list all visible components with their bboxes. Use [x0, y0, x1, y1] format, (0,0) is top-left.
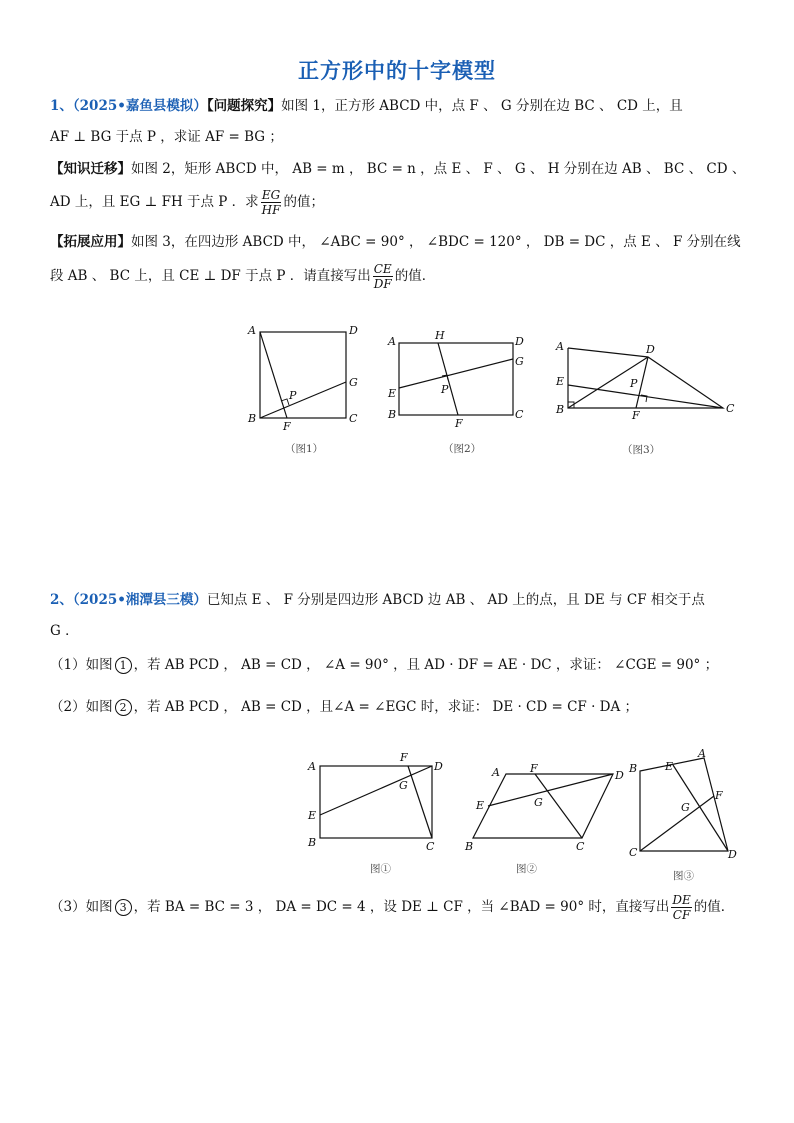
q1-fraction-ce-df: $\frac{CE}{DF}$ — [373, 262, 392, 291]
label-e: E — [388, 387, 397, 400]
q1-text1b: AF ⊥ BG 于点 P ，求证 AF = BG ； — [50, 129, 283, 145]
label-a: A — [698, 747, 706, 760]
label-d: D — [434, 760, 443, 773]
label-d: D — [646, 343, 655, 356]
q1-line2 — [50, 127, 283, 147]
segment-fc — [640, 796, 714, 851]
label-f: F — [400, 751, 408, 764]
label-a: A — [388, 335, 396, 348]
q2-fraction-de-cf: $\frac{DE}{CF}$ — [672, 893, 691, 922]
q1-line3 — [50, 159, 745, 179]
q1-fraction-eg-hf: $\frac{EG}{HF}$ — [261, 188, 281, 217]
label-d: D — [728, 848, 737, 861]
q1-text1a: 如图 1，正方形 ABCD 中，点 F 、 G 分别在边 BC 、 CD 上，且 — [281, 98, 683, 114]
rectangle-abcd — [399, 343, 513, 415]
q2-figure2 — [460, 760, 625, 880]
label-f: F — [283, 420, 291, 433]
label-e: E — [556, 375, 565, 388]
circled-number-3: 3 — [115, 899, 132, 916]
q2-text-b: G ． — [50, 623, 79, 639]
segment-ed — [488, 774, 613, 806]
parallelogram-abcd — [473, 774, 613, 838]
q2-figure3 — [625, 745, 745, 885]
label-a: A — [556, 340, 564, 353]
q1-line5 — [50, 232, 741, 252]
label-g: G — [515, 355, 524, 368]
q1-figure1 — [245, 320, 370, 460]
label-b: B — [388, 408, 397, 421]
q2-part1: （1）如图 1 ，若 AB PCD ， AB = CD ， ∠A = 90° ，且 AD · DF = AE · DC ，求证： ∠CGE = 90° ； — [50, 657, 719, 673]
q2-figure1 — [300, 750, 455, 880]
circled-number-2: 2 — [115, 699, 132, 716]
q1-line1 — [50, 96, 683, 116]
q2-part3: （3）如图 3 ，若 BA = BC = 3 ， DA = DC = 4 ，设 DE ⊥ CF ，当 ∠BAD = 90° 时，直接写出 $\frac{DE}{CF}$ 的值． — [50, 893, 735, 922]
q1-text3a: 如图 3，在四边形 ABCD 中， ∠ABC = 90° ， ∠BDC = 120° ， DB = DC ，点 E 、 F 分别在线 — [131, 234, 741, 250]
circled-number-1: 1 — [115, 657, 132, 674]
q1-tag2: 【知识迁移】 — [50, 161, 131, 177]
label-g: G — [681, 801, 690, 814]
q1-source: （2025•嘉鱼县模拟） — [72, 98, 207, 114]
segment-ec — [568, 385, 723, 408]
label-c: C — [629, 846, 638, 859]
label-g: G — [349, 376, 358, 389]
q2-line1 — [50, 590, 705, 610]
label-c: C — [726, 402, 735, 415]
q1-figure2 — [385, 325, 530, 460]
q1-line4 — [50, 188, 324, 217]
figure2-caption: （图2） — [443, 443, 482, 455]
label-d: D — [615, 769, 624, 782]
segment-bg — [260, 382, 346, 418]
label-f: F — [530, 762, 538, 775]
page-title: 正方形中的十字模型 — [298, 58, 496, 83]
label-e: E — [476, 799, 485, 812]
label-b: B — [465, 840, 474, 853]
q2-text-a: 已知点 E 、 F 分别是四边形 ABCD 边 AB 、 AD 上的点，且 DE 与 CF 相交于点 — [206, 592, 705, 608]
figure3-caption: （图3） — [622, 444, 661, 456]
q2-part2: （2）如图 2 ，若 AB PCD ， AB = CD ，且∠A = ∠EGC 时，求证： DE · CD = CF · DA ； — [50, 699, 639, 715]
label-c: C — [349, 412, 358, 425]
figure3-caption: 图③ — [673, 870, 694, 882]
label-p: P — [630, 377, 638, 390]
q2-source: （2025•湘潭县三模） — [72, 592, 207, 608]
label-a: A — [308, 760, 316, 773]
q2-line2 — [50, 621, 79, 641]
label-f: F — [455, 417, 463, 430]
q1-number: 1、 — [50, 98, 73, 114]
label-b: B — [248, 412, 257, 425]
q1-tag1: 【问题探究】 — [206, 98, 282, 114]
label-g: G — [534, 796, 543, 809]
label-d: D — [515, 335, 524, 348]
label-b: B — [629, 762, 638, 775]
figure1-caption: 图① — [370, 863, 391, 875]
figure1-caption: （图1） — [285, 443, 324, 455]
label-b: B — [308, 836, 317, 849]
label-c: C — [515, 408, 524, 421]
q1-line6 — [50, 262, 435, 291]
label-c: C — [576, 840, 585, 853]
segment-eg — [399, 359, 513, 388]
label-c: C — [426, 840, 435, 853]
label-p: P — [289, 389, 297, 402]
label-f: F — [632, 409, 640, 422]
q1-text2b-post: 的值； — [283, 194, 324, 210]
label-b: B — [556, 403, 565, 416]
q2-number: 2、 — [50, 592, 73, 608]
label-f: F — [715, 789, 723, 802]
figure2-caption: 图② — [516, 863, 537, 875]
q1-text2b-pre: AD 上，且 EG ⊥ FH 于点 P ．求 — [50, 194, 259, 210]
q1-text2a: 如图 2，矩形 ABCD 中， AB = m ， BC = n ，点 E 、 F 、 G 、 H 分别在边 AB 、 BC 、 CD 、 — [131, 161, 746, 177]
segment-af — [260, 332, 287, 418]
label-e: E — [308, 809, 317, 822]
label-a: A — [492, 766, 500, 779]
q1-figure3 — [550, 335, 745, 460]
label-e: E — [665, 760, 674, 773]
label-g: G — [399, 779, 408, 792]
label-d: D — [349, 324, 358, 337]
quadrilateral-abcd — [568, 348, 723, 408]
label-a: A — [248, 324, 256, 337]
label-p: P — [441, 383, 449, 396]
label-h: H — [435, 329, 445, 342]
rectangle-abcd — [320, 766, 432, 838]
right-angle-mark — [442, 375, 448, 380]
segment-ed — [320, 766, 432, 815]
segment-fc — [408, 766, 432, 838]
q1-tag3: 【拓展应用】 — [50, 234, 131, 250]
q1-text3b-pre: 段 AB 、 BC 上，且 CE ⊥ DF 于点 P ．请直接写出 — [50, 268, 371, 284]
q1-text3b-post: 的值． — [394, 268, 436, 284]
